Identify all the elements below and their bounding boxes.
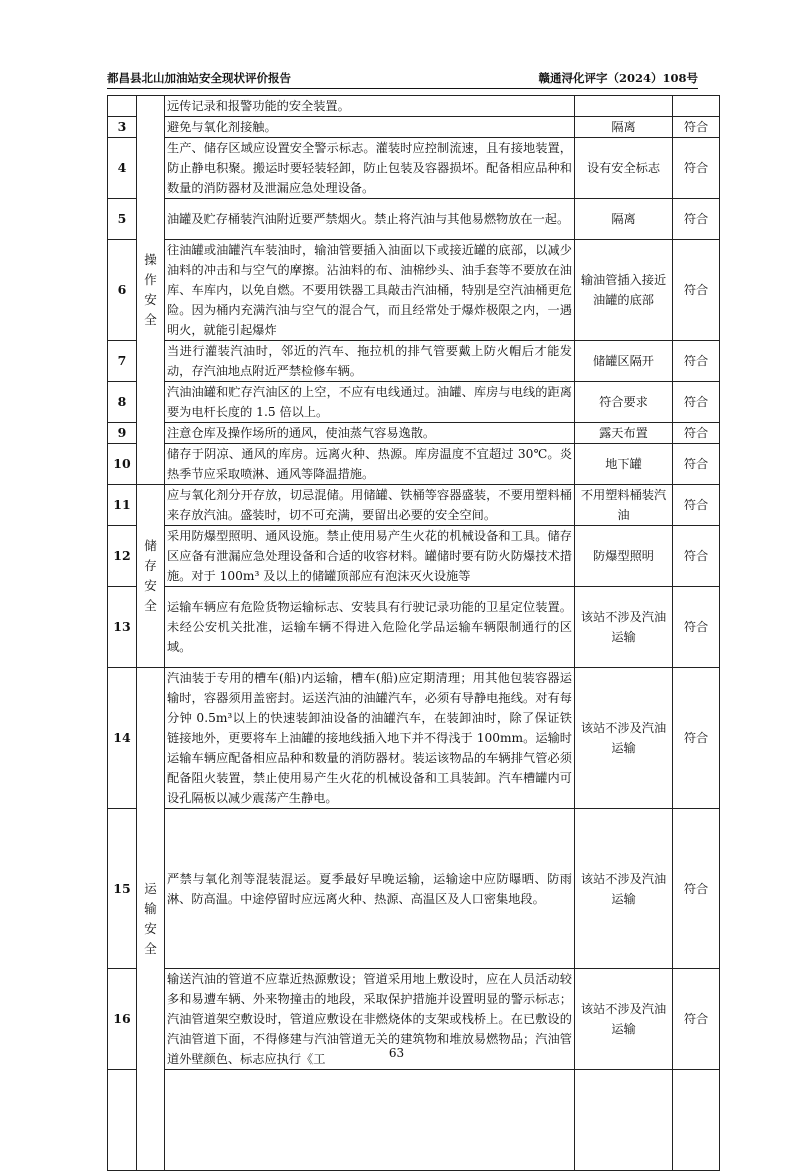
row-result: 符合 [673,526,720,587]
row-status: 不用塑料桶装汽油 [575,485,673,526]
row-content: 远传记录和报警功能的安全装置。 [165,96,575,117]
row-content: 注意仓库及操作场所的通风，使油蒸气容易逸散。 [165,423,575,444]
row-result: 符合 [673,587,720,668]
table-row [108,96,720,117]
table-row [108,199,720,240]
row-content: 运输车辆应有危险货物运输标志、安装具有行驶记录功能的卫星定位装置。未经公安机关批准，运输车辆不得进入危险化学品运输车辆限制通行的区域。 [165,587,575,668]
row-result: 符合 [673,668,720,809]
category-operation: 操作安全 [137,96,165,485]
row-result: 符合 [673,199,720,240]
row-number [108,1070,137,1171]
table-row [108,138,720,199]
row-number: 8 [108,382,137,423]
row-number [108,96,137,117]
table-row [108,423,720,444]
row-result: 符合 [673,341,720,382]
table-row [108,668,720,809]
row-content: 严禁与氧化剂等混装混运。夏季最好早晚运输，运输途中应防曝晒、防雨淋、防高温。中途停留时应远离火种、热源、高温区及人口密集地段。 [165,809,575,969]
report-title: 都昌县北山加油站安全现状评价报告 [107,71,291,85]
row-result: 符合 [673,809,720,969]
row-number: 4 [108,138,137,199]
row-result: 符合 [673,240,720,341]
table-row [108,240,720,341]
row-content: 生产、储存区域应设置安全警示标志。灌装时应控制流速，且有接地装置，防止静电积聚。搬运时要轻装轻卸，防止包装及容器损坏。配备相应品种和数量的消防器材及泄漏应急处理设备。 [165,138,575,199]
table-row [108,341,720,382]
row-number: 11 [108,485,137,526]
table-row [108,1070,720,1171]
row-content: 汽油装于专用的槽车(船)内运输，槽车(船)应定期清理；用其他包装容器运输时，容器须用盖密封。运送汽油的油罐汽车，必须有导静电拖线。对有每分钟 0.5m³以上的快速装卸油设备的油罐汽车，在装卸油时，除了保证铁链接地外，更要将车上油罐的接地线插入地下并不得浅于 100mm。运输时运输车辆应配备相应品种和数量的消防器材。装运该物品的车辆排气管必须配备阻火装置，禁止使用易产生火花的机械设备和工具装卸。汽车槽罐内可设孔隔板以减少震荡产生静电。 [165,668,575,809]
table-row [108,809,720,969]
row-result [673,96,720,117]
row-number: 6 [108,240,137,341]
row-status: 露天布置 [575,423,673,444]
row-content: 输送汽油的管道不应靠近热源敷设；管道采用地上敷设时，应在人员活动较多和易遭车辆、外来物撞击的地段，采取保护措施并设置明显的警示标志；汽油管道架空敷设时，管道应敷设在非燃烧体的支架或栈桥上。在已敷设的汽油管道下面，不得修建与汽油管道无关的建筑物和堆放易燃物品；汽油管道外壁颜色、标志应执行《工 [165,969,575,1070]
row-status: 该站不涉及汽油运输 [575,668,673,809]
table-row [108,444,720,485]
row-status: 隔离 [575,199,673,240]
row-content: 采用防爆型照明、通风设施。禁止使用易产生火花的机械设备和工具。储存区应备有泄漏应急处理设备和合适的收容材料。罐储时要有防火防爆技术措施。对于 100m³ 及以上的储罐顶部应有泡沫灭火设施等 [165,526,575,587]
row-status: 隔离 [575,117,673,138]
row-content: 汽油油罐和贮存汽油区的上空，不应有电线通过。油罐、库房与电线的距离要为电杆长度的 1.5 倍以上。 [165,382,575,423]
row-content: 避免与氧化剂接触。 [165,117,575,138]
row-result: 符合 [673,444,720,485]
row-result: 符合 [673,485,720,526]
row-status: 储罐区隔开 [575,341,673,382]
row-number: 10 [108,444,137,485]
row-content: 储存于阴凉、通风的库房。远离火种、热源。库房温度不宜超过 30℃。炎热季节应采取喷淋、通风等降温措施。 [165,444,575,485]
row-result: 符合 [673,117,720,138]
table-row [108,117,720,138]
row-number: 12 [108,526,137,587]
row-result [673,1070,720,1171]
category-storage: 储存安全 [137,485,165,668]
row-number: 3 [108,117,137,138]
page-header [107,70,698,89]
row-status [575,1070,673,1171]
safety-check-table [107,95,720,1171]
table-row [108,526,720,587]
row-content: 油罐及贮存桶装汽油附近要严禁烟火。禁止将汽油与其他易燃物放在一起。 [165,199,575,240]
row-number: 7 [108,341,137,382]
row-number: 14 [108,668,137,809]
row-status: 地下罐 [575,444,673,485]
category-transport: 运输安全 [137,668,165,1171]
row-content: 当进行灌装汽油时，邻近的汽车、拖拉机的排气管要戴上防火帽后才能发动，存汽油地点附近严禁检修车辆。 [165,341,575,382]
row-result: 符合 [673,138,720,199]
row-content [165,1070,575,1171]
row-result: 符合 [673,382,720,423]
table-row [108,382,720,423]
row-status: 该站不涉及汽油运输 [575,809,673,969]
row-status: 防爆型照明 [575,526,673,587]
page-number: 63 [388,1046,405,1060]
row-status: 设有安全标志 [575,138,673,199]
row-number: 15 [108,809,137,969]
row-number: 16 [108,969,137,1070]
report-number: 赣通浔化评字（2024）108号 [538,71,698,85]
row-number: 13 [108,587,137,668]
row-status: 符合要求 [575,382,673,423]
row-status: 该站不涉及汽油运输 [575,969,673,1070]
row-content: 应与氧化剂分开存放，切忌混储。用储罐、铁桶等容器盛装，不要用塑料桶来存放汽油。盛装时，切不可充满，要留出必要的安全空间。 [165,485,575,526]
row-number: 5 [108,199,137,240]
row-status: 输油管插入接近油罐的底部 [575,240,673,341]
row-status: 该站不涉及汽油运输 [575,587,673,668]
row-result: 符合 [673,969,720,1070]
row-content: 往油罐或油罐汽车装油时，输油管要插入油面以下或接近罐的底部，以减少油料的冲击和与空气的摩擦。沾油料的布、油棉纱头、油手套等不要放在油库、车库内，以免自燃。不要用铁器工具敲击汽油桶，特别是空汽油桶更危险。因为桶内充满汽油与空气的混合气，而且经常处于爆炸极限之内，一遇明火，就能引起爆炸 [165,240,575,341]
row-status [575,96,673,117]
row-result: 符合 [673,423,720,444]
table-row [108,485,720,526]
table-row [108,587,720,668]
row-number: 9 [108,423,137,444]
